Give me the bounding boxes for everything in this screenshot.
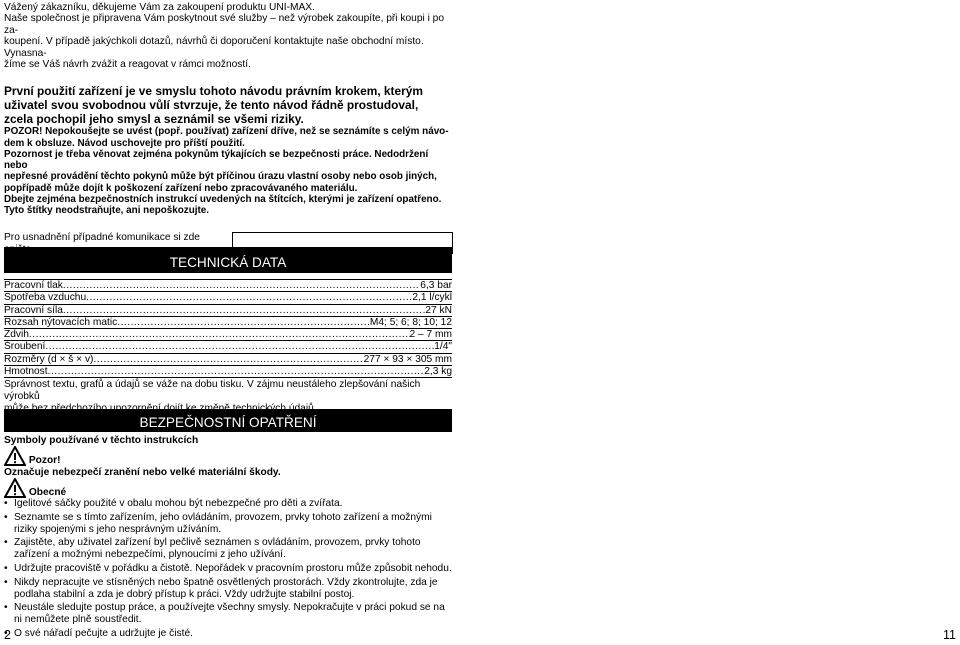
safety-line: Dbejte zejména bezpečnostních instrukcí uvedených na štítcích, kterými je zařízení opatřeno. [4, 194, 442, 205]
spec-label: Hmotnost [4, 366, 48, 378]
spec-value: 6,3 bar [420, 280, 452, 291]
list-item: • Igelitové sáčky použité v obalu mohou být nebezpečné pro děti a zvířata. [4, 498, 452, 510]
spec-row [4, 329, 452, 341]
spec-label: Pracovní tlak [4, 280, 63, 291]
warning-line: uživatel svou svobodnou vůlí stvrzuje, že tento návod řádně prostudoval, [4, 98, 419, 113]
safety-bullet-list [4, 498, 452, 642]
intro-paragraph [4, 2, 452, 70]
obecne-symbol-row [4, 478, 452, 498]
safety-line: POZOR! Nepokoušejte se uvést (popř. používat) zařízení dříve, než se seznámíte s celým návo- [4, 126, 449, 138]
spec-value: 2,1 l/cykl [412, 292, 452, 304]
disclaimer-line: Správnost textu, grafů a údajů se váže na dobu tisku. V zájmu neustáleho zlepšování našich výrobků [4, 379, 421, 403]
symbols-heading: Symboly používané v těchto instrukcích [4, 435, 199, 446]
left-page-column [4, 0, 452, 272]
spec-value: 1/4" [434, 341, 452, 353]
spec-value: 27 kN [425, 304, 452, 316]
pozor-label: Pozor! [28, 455, 61, 466]
spec-leader [29, 329, 410, 340]
spec-leader [48, 366, 425, 377]
list-item: • Udržujte pracoviště v pořádku a čistotě. Nepořádek v pracovním prostoru může způsobit nehodu. [4, 563, 452, 575]
spec-row [4, 305, 452, 317]
safety-line: Tyto štítky neodstraňujte, ani nepoškozujte. [4, 205, 210, 217]
spec-value: 2,3 kg [424, 366, 452, 378]
intro-line: žíme se Váš návrh zvážit a reagovat v rámci možností. [4, 59, 251, 71]
intro-line: koupení. V případě jakýchkoli dotazů, návrhů či doporučení kontaktujte naše obchodní místo. Vynasna- [4, 36, 424, 59]
spec-label: Spotřeba vzduchu [4, 292, 87, 304]
obecne-label: Obecné [28, 487, 67, 498]
page-number-right: 11 [943, 628, 956, 642]
spec-row [4, 366, 452, 378]
warning-line: První použití zařízení je ve smyslu tohoto návodu právním krokem, kterým [4, 84, 423, 99]
safety-line: popřípadě může dojít k poškození zařízení nebo zpracovávaného materiálu. [4, 182, 358, 194]
safety-line: nepřesné provádění těchto pokynů může být příčinou úrazu vlastní osoby nebo osob jiných, [4, 171, 437, 183]
spec-leader [45, 341, 434, 352]
list-item: • Neustále sledujte postup práce, a používejte všechny smysly. Nepokračujte v práci pokud se na ni nemůžete plně soustředit. [4, 602, 452, 626]
safety-line: dem k obsluze. Návod uschovejte pro příští použití. [4, 137, 245, 149]
intro-line: Naše společnost je připravena Vám poskytnout své služby – než výrobek zakoupíte, při koupi i po za- [4, 13, 444, 36]
list-item: • Nikdy nepracujte ve stísněných nebo špatně osvětlených prostorách. Vždy zkontrolujte, zda je podlaha stabilní a zda je dobrý přístup k práci. Vždy udržujte stabilní postoj. [4, 577, 452, 601]
intro-line: Vážený zákazníku, děkujeme Vám za zakoupení produktu UNI-MAX. [4, 2, 315, 13]
legal-warning [4, 85, 452, 126]
spec-leader [86, 292, 412, 303]
spec-table [4, 279, 452, 378]
spec-label: Šroubení [4, 341, 46, 353]
spec-row [4, 341, 452, 353]
warning-triangle-icon [4, 446, 26, 466]
list-item: • O své nářadí pečujte a udržujte je čisté. [4, 628, 452, 640]
spec-label: Rozměry (d × š × v) [4, 353, 94, 365]
safety-line: Pozornost je třeba věnovat zejména pokynům týkajících se bezpečnosti práce. Nedodržení nebo [4, 148, 429, 172]
invoice-line: Pro usnadnění případné komunikace si zde [4, 231, 200, 243]
spec-row [4, 292, 452, 304]
warning-line: zcela pochopil jeho smysl a seznámil se všemi riziky. [4, 111, 304, 126]
spec-row [4, 317, 452, 329]
spec-row [4, 354, 452, 366]
spec-label: Rozsah nýtovacích matic [4, 316, 118, 328]
list-item: • Zajistěte, aby uživatel zařízení byl pečlivě seznámen s ovládáním, provozem, prvky tohoto zařízení a možnými nebezpečími, plynoucími z jeho užívání. [4, 537, 452, 561]
spec-value: 2 – 7 mm [409, 329, 452, 341]
spec-leader [63, 280, 420, 291]
spec-value: M4; 5; 6; 8; 10; 12 [369, 316, 452, 328]
safety-header [4, 409, 452, 432]
list-item: • Seznamte se s tímto zařízením, jeho ovládáním, provozem, prvky tohoto zařízení a možnými riziky spojenými s jeho nesprávným užíváním. [4, 512, 452, 536]
page-number-left: 2 [4, 628, 11, 642]
warning-triangle-icon [4, 478, 26, 498]
pozor-symbol-row [4, 446, 452, 478]
safety-title: BEZPEČNOSTNÍ OPATŘENÍ [139, 415, 317, 430]
spec-label: Zdvih [4, 329, 29, 341]
safety-notice [4, 126, 452, 216]
spec-leader [63, 305, 425, 316]
spec-label: Pracovní síla [4, 304, 63, 316]
tech-data-title: TECHNICKÁ DATA [169, 255, 287, 270]
pozor-description: Označuje nebezpečí zranění nebo velké materiální škody. [4, 467, 281, 478]
spec-leader [117, 317, 370, 328]
spec-value: 277 × 93 × 305 mm [363, 353, 452, 365]
spec-leader [93, 354, 363, 365]
tech-data-header [4, 247, 452, 273]
spec-row [4, 279, 452, 292]
